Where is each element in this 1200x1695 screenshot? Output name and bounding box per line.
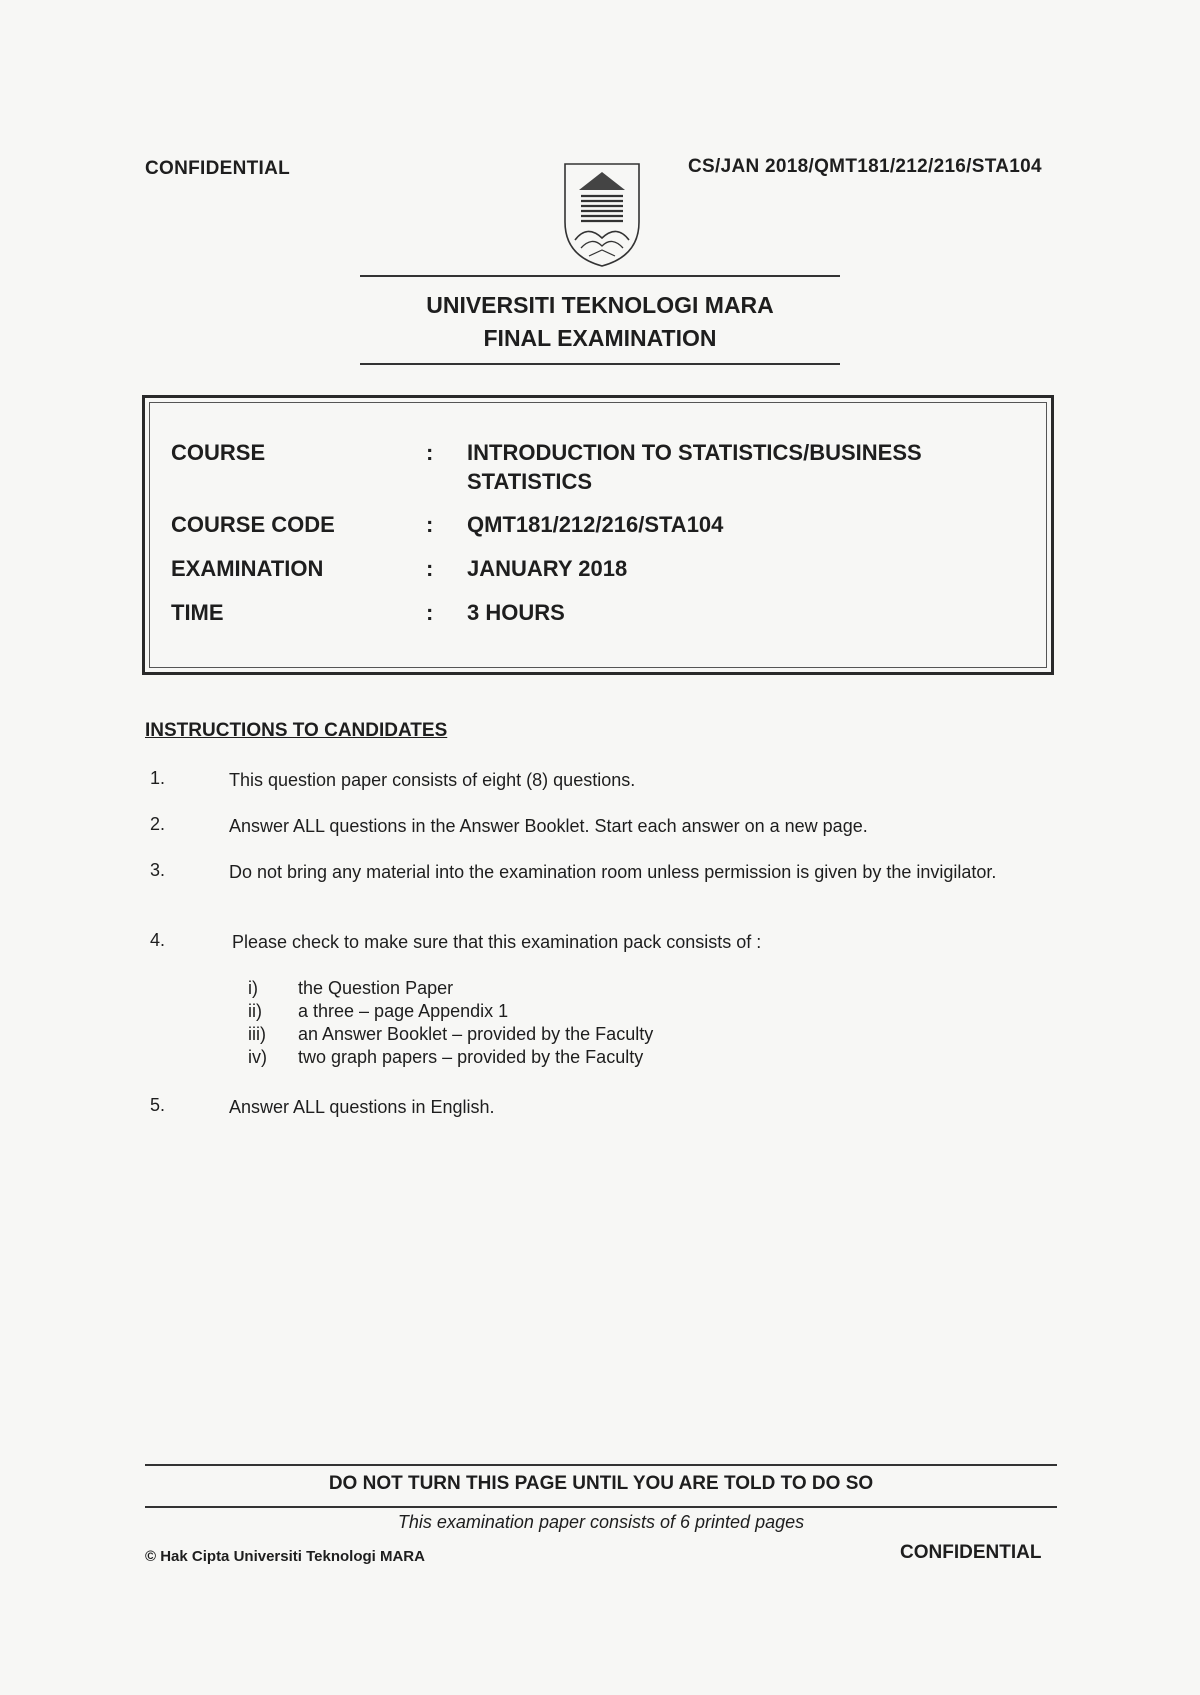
confidential-footer: CONFIDENTIAL bbox=[900, 1542, 1042, 1563]
pack-item-text: an Answer Booklet – provided by the Faculty bbox=[298, 1024, 654, 1044]
university-crest-icon bbox=[559, 160, 645, 270]
course-code-colon: : bbox=[426, 512, 434, 537]
instruction-text: Answer ALL questions in the Answer Booklet. Start each answer on a new page. bbox=[229, 816, 868, 836]
footer-top-rule bbox=[145, 1464, 1057, 1466]
do-not-turn-warning: DO NOT TURN THIS PAGE UNTIL YOU ARE TOLD TO DO SO bbox=[328, 1473, 874, 1494]
instruction-text: Please check to make sure that this examination pack consists of : bbox=[232, 932, 762, 952]
pack-item-number: i) bbox=[248, 978, 258, 998]
examination-value: JANUARY 2018 bbox=[467, 556, 628, 581]
instruction-number: 1. bbox=[150, 768, 166, 788]
paper-code-header: CS/JAN 2018/QMT181/212/216/STA104 bbox=[688, 156, 1042, 177]
pack-item-number: iii) bbox=[248, 1024, 266, 1044]
instruction-text: This question paper consists of eight (8) questions. bbox=[229, 770, 636, 790]
time-colon: : bbox=[426, 600, 434, 625]
instructions-title: INSTRUCTIONS TO CANDIDATES bbox=[145, 720, 448, 741]
course-colon: : bbox=[426, 440, 434, 465]
title-bottom-rule bbox=[360, 363, 840, 365]
examination-colon: : bbox=[426, 556, 434, 581]
pack-item-text: two graph papers – provided by the Faculty bbox=[298, 1047, 644, 1067]
exam-title: FINAL EXAMINATION bbox=[483, 325, 717, 351]
instruction-text: Do not bring any material into the examination room unless permission is given by the invigilator. bbox=[229, 862, 997, 882]
title-top-rule bbox=[360, 275, 840, 277]
course-code-value: QMT181/212/216/STA104 bbox=[467, 512, 724, 537]
course-label: COURSE bbox=[171, 440, 266, 465]
copyright-notice: © Hak Cipta Universiti Teknologi MARA bbox=[145, 1548, 425, 1565]
pack-item-text: a three – page Appendix 1 bbox=[298, 1001, 509, 1021]
examination-label: EXAMINATION bbox=[171, 556, 324, 581]
course-code-label: COURSE CODE bbox=[171, 512, 335, 537]
time-value: 3 HOURS bbox=[467, 600, 565, 625]
pack-item-number: iv) bbox=[248, 1047, 267, 1067]
instruction-number: 2. bbox=[150, 814, 166, 834]
course-details-box bbox=[142, 395, 1054, 675]
pack-item-text: the Question Paper bbox=[298, 978, 454, 998]
instruction-number: 3. bbox=[150, 860, 166, 880]
university-name: UNIVERSITI TEKNOLOGI MARA bbox=[426, 292, 774, 318]
instruction-number: 5. bbox=[150, 1095, 166, 1115]
printed-pages-note: This examination paper consists of 6 printed pages bbox=[397, 1512, 805, 1532]
pack-item-number: ii) bbox=[248, 1001, 262, 1021]
instruction-number: 4. bbox=[150, 930, 166, 950]
course-value: INTRODUCTION TO STATISTICS/BUSINESS STATISTICS bbox=[467, 440, 922, 494]
footer-bottom-rule bbox=[145, 1506, 1057, 1508]
time-label: TIME bbox=[171, 600, 224, 625]
confidential-header: CONFIDENTIAL bbox=[145, 158, 291, 179]
instruction-text: Answer ALL questions in English. bbox=[229, 1097, 495, 1117]
